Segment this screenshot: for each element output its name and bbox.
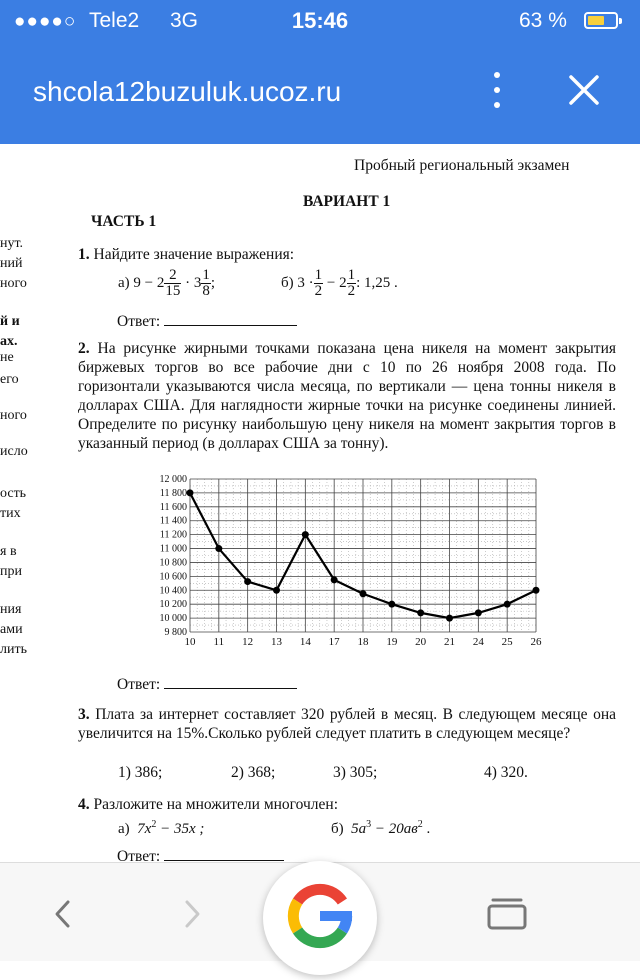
left-fragment-text: лить: [0, 642, 27, 657]
fraction: $\frac{1}{8}$: [202, 267, 210, 299]
left-fragment-text: ами: [0, 622, 23, 637]
expr-text: 9 − 2: [133, 274, 165, 291]
question-2: [78, 339, 616, 453]
x-tick-label: 10: [184, 636, 196, 648]
data-point: [417, 609, 424, 616]
data-point: [273, 587, 280, 594]
expr-text: ;: [210, 274, 216, 291]
x-tick-label: 20: [415, 636, 427, 648]
x-tick-label: 18: [357, 636, 369, 648]
data-point: [244, 578, 251, 585]
browser-toolbar: [0, 44, 640, 144]
q1-answer: [117, 311, 297, 331]
data-point: [504, 601, 511, 608]
url-text[interactable]: shcola12buzuluk.ucoz.ru: [33, 76, 342, 107]
close-icon[interactable]: [562, 68, 606, 112]
left-fragment-text: ного: [0, 276, 27, 291]
left-fragment-text: я в: [0, 544, 17, 559]
left-fragment-text: при: [0, 564, 22, 579]
chevron-right-icon[interactable]: [177, 897, 207, 931]
more-vertical-icon[interactable]: [490, 72, 504, 108]
variant-title: ВАРИАНТ 1: [303, 193, 391, 210]
y-tick-label: 11 200: [159, 529, 187, 541]
fraction: $\frac{2}{15}$: [165, 267, 181, 299]
answer-label: Ответ:: [117, 848, 161, 862]
chevron-left-icon[interactable]: [48, 897, 78, 931]
left-fragment-text: его: [0, 372, 19, 387]
answer-line: [164, 674, 297, 689]
exponent: 2: [417, 819, 423, 830]
x-tick-label: 26: [530, 636, 542, 648]
question-text: На рисунке жирными точками показана цена никеля на момент закрытия биржевых торгов во все рабочие дни с 10 по 26 ноября 2008 года. По горизонтали указываются числа месяца, по вертикали — цена тонны никеля в долларах США. Для наглядности жирные точки на рисунке соединены линией. Определите по рисунку наибольшую цену никеля на момент закрытия торгов в указанный период (в долларах США за тонну).: [78, 340, 616, 452]
left-fragment-text: ах.: [0, 334, 18, 349]
option-label: б): [281, 274, 294, 291]
carrier-name: Tele2: [89, 9, 140, 32]
data-point: [475, 609, 482, 616]
tabs-icon[interactable]: [484, 893, 530, 933]
left-fragment-text: не: [0, 350, 14, 365]
answer-label: Ответ:: [117, 676, 161, 693]
x-tick-label: 21: [444, 636, 455, 648]
q2-answer: [117, 674, 297, 694]
left-fragment-text: ний: [0, 256, 23, 271]
x-tick-label: 24: [472, 636, 484, 648]
expr-text: 7x: [137, 821, 152, 837]
clock: 15:46: [291, 8, 349, 33]
left-fragment-text: й и: [0, 314, 20, 329]
q4-answer: [117, 846, 284, 862]
question-text: Плата за интернет составляет 320 рублей в месяц. В следующем месяце она увеличится на 15%.Сколько рублей следует платить в следующем месяце?: [78, 706, 616, 742]
google-g-icon: [263, 861, 377, 975]
left-fragment-text: ость: [0, 486, 27, 501]
expr-text: .: [422, 821, 431, 837]
option-label: б): [331, 821, 344, 837]
question-text: Найдите значение выражения:: [93, 246, 295, 263]
network-type: 3G: [170, 9, 199, 32]
question-3: [78, 705, 616, 743]
exponent: 2: [151, 819, 157, 830]
expr-text: 5a: [351, 821, 367, 837]
q1-part-a: [118, 268, 215, 299]
question-text: Разложите на множители многочлен:: [93, 796, 339, 813]
expr-text: − 35x ;: [156, 821, 205, 837]
q3-option-2: 2) 368;: [231, 764, 276, 781]
x-tick-label: 12: [242, 636, 254, 648]
expr-text: − 2: [326, 274, 347, 291]
answer-line: [164, 846, 284, 861]
data-point: [215, 545, 222, 552]
exponent: 3: [366, 819, 372, 830]
question-number: 2.: [78, 340, 90, 357]
answer-line: [164, 311, 297, 326]
x-tick-label: 13: [271, 636, 282, 648]
q3-option-3: 3) 305;: [333, 764, 378, 781]
y-tick-label: 10 200: [159, 599, 187, 611]
y-tick-label: 10 000: [159, 613, 187, 625]
data-point: [533, 587, 540, 594]
left-fragment-text: тих: [0, 506, 21, 521]
expr-text: 3 ·: [297, 274, 314, 291]
question-1: [78, 246, 294, 264]
option-label: а): [118, 821, 130, 837]
data-point: [388, 601, 395, 608]
fraction: $\frac{1}{2}$: [347, 267, 356, 299]
expr-text: · 3: [185, 274, 202, 291]
google-search-button[interactable]: [263, 861, 377, 975]
x-tick-label: 14: [299, 636, 311, 648]
q3-option-1: 1) 386;: [118, 764, 163, 781]
fraction: $\frac{1}{2}$: [314, 267, 323, 299]
x-tick-label: 11: [213, 636, 225, 648]
battery-percent: 63 %: [519, 9, 567, 32]
q4-part-b: [331, 819, 430, 838]
q1-part-b: [281, 268, 398, 299]
y-tick-label: 10 600: [159, 571, 187, 583]
y-tick-label: 11 000: [159, 543, 187, 555]
data-point: [302, 531, 309, 538]
browser-bottom-bar: [0, 862, 640, 961]
x-tick-label: 25: [501, 636, 513, 648]
x-tick-label: 17: [328, 636, 340, 648]
y-tick-label: 12 000: [159, 474, 187, 485]
signal-strength: ●●●●○: [14, 11, 77, 32]
expr-text: : 1,25 .: [356, 274, 398, 291]
left-fragment-text: нут.: [0, 236, 24, 251]
data-point: [331, 576, 338, 583]
battery-icon: [584, 12, 618, 29]
left-fragment-text: исло: [0, 444, 28, 459]
question-number: 3.: [78, 706, 90, 723]
y-tick-label: 11 800: [159, 487, 187, 499]
nickel-price-chart: [150, 474, 550, 664]
left-fragment-text: ного: [0, 408, 27, 423]
document-page: [0, 144, 640, 862]
q4-part-a: [118, 819, 204, 838]
expr-text: − 20ав: [371, 821, 418, 837]
answer-label: Ответ:: [117, 313, 161, 330]
q3-option-4: 4) 320.: [484, 764, 528, 781]
question-4: [78, 796, 338, 814]
question-number: 1.: [78, 246, 90, 263]
y-tick-label: 11 600: [159, 501, 187, 513]
option-label: а): [118, 274, 130, 291]
x-tick-label: 19: [386, 636, 398, 648]
y-tick-label: 11 400: [159, 515, 187, 527]
data-point: [187, 489, 194, 496]
left-fragment-text: ния: [0, 602, 22, 617]
status-bar: [0, 0, 640, 44]
y-tick-label: 10 400: [159, 585, 187, 597]
question-number: 4.: [78, 796, 90, 813]
data-point: [446, 615, 453, 622]
y-tick-label: 10 800: [159, 557, 187, 569]
data-point: [360, 590, 367, 597]
y-tick-label: 9 800: [164, 627, 187, 638]
part-title: ЧАСТЬ 1: [91, 213, 157, 230]
exam-header: Пробный региональный экзамен: [354, 157, 570, 174]
